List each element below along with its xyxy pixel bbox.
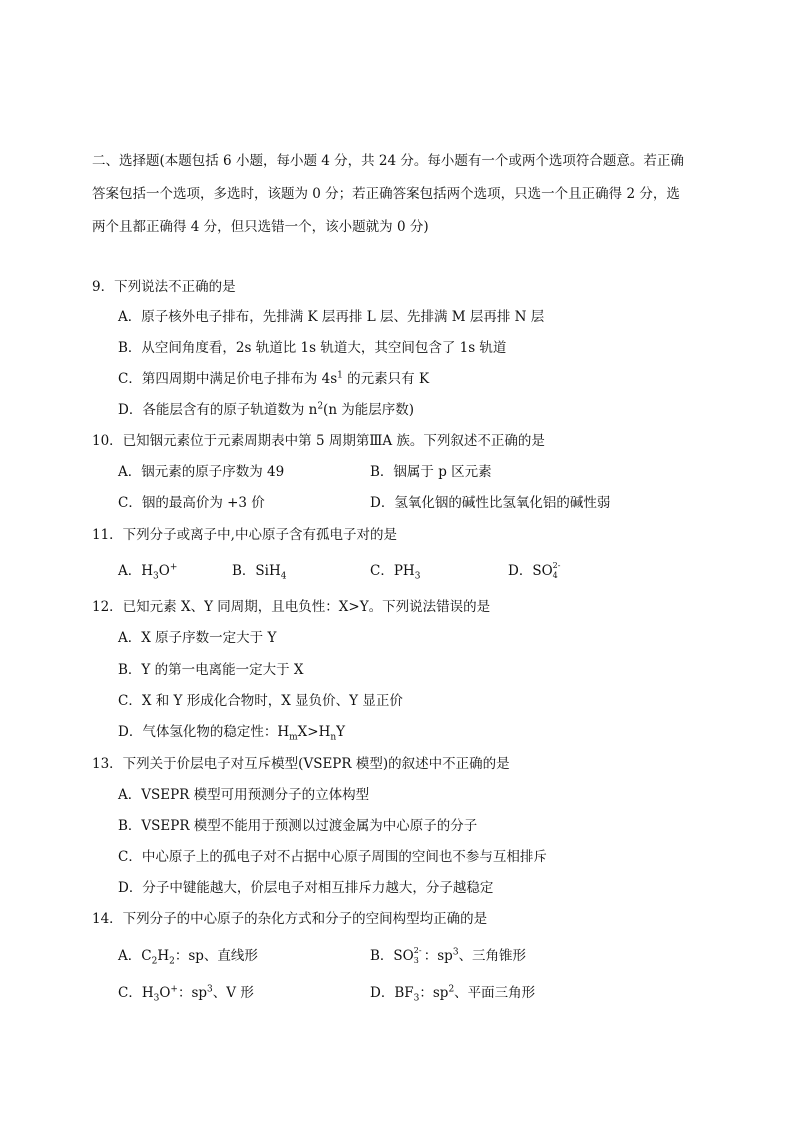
question-10-option-d: D．氢氧化铟的碱性比氢氧化铝的碱性弱 xyxy=(370,495,611,511)
question-13-option-c: C．中心原子上的孤电子对不占据中心原子周围的空间也不参与互相排斥 xyxy=(118,849,547,865)
question-10-option-b: B．铟属于 p 区元素 xyxy=(370,464,492,480)
question-10-stem: 10．已知铟元素位于元素周期表中第 5 周期第ⅢA 族。下列叙述不正确的是 xyxy=(92,433,545,449)
question-9-option-d: D．各能层含有的原子轨道数为 $n^2(n$ 为能层序数) xyxy=(118,401,415,418)
question-14-option-a: A．$C_2H_2$：sp、直线形 xyxy=(118,948,258,967)
question-13-option-d: D．分子中键能越大，价层电子对相互排斥力越大，分子越稳定 xyxy=(118,880,494,896)
question-11-option-d: D．SO 2- 4 xyxy=(508,562,563,580)
question-11-option-a: A．$H_3O^+$ xyxy=(118,562,178,582)
question-11-stem: 11．下列分子或离子中,中心原子含有孤电子对的是 xyxy=(92,527,397,543)
question-13-stem: 13．下列关于价层电子对互斥模型(VSEPR 模型)的叙述中不正确的是 xyxy=(92,756,510,772)
sulfite-charge: 2- 3 xyxy=(413,946,422,965)
question-9-stem: 9．下列说法不正确的是 xyxy=(92,279,236,295)
question-14-option-c: C．$H_3O^+$：$sp^3$、V 形 xyxy=(118,984,254,1004)
question-12-stem: 12．已知元素 X、Y 同周期，且电负性：X>Y。下列说法错误的是 xyxy=(92,599,491,615)
sulfate-charge: 2- 4 xyxy=(552,561,561,580)
section-intro-line-2: 答案包括一个选项，多选时，该题为 0 分；若正确答案包括两个选项，只选一个且正确得 2 分，选 xyxy=(92,186,680,202)
section-intro-line-3: 两个且都正确得 4 分，但只选错一个，该小题就为 0 分) xyxy=(92,219,429,235)
question-11-option-b: B．SiH$_4$ xyxy=(232,563,287,582)
section-intro-line-1: 二、选择题(本题包括 6 小题，每小题 4 分，共 24 分。每小题有一个或两个选项符合题意。若正确 xyxy=(92,153,684,169)
question-12-option-d: D．气体氢化物的稳定性：$H_mX>H_nY$ xyxy=(118,724,346,743)
question-12-option-a: A．X 原子序数一定大于 Y xyxy=(118,630,277,646)
question-9-option-b: B．从空间角度看，2s 轨道比 1s 轨道大，其空间包含了 1s 轨道 xyxy=(118,340,507,356)
question-14-option-b: B．SO 2- 3 ：$sp^3$、三角锥形 xyxy=(370,946,527,965)
question-13-option-b: B．VSEPR 模型不能用于预测以过渡金属为中心原子的分子 xyxy=(118,818,478,834)
question-14-option-d: D．$BF_3$：$sp^2$、平面三角形 xyxy=(370,984,536,1004)
question-9-option-c: C．第四周期中满足价电子排布为 $4s^1$ 的元素只有 K xyxy=(118,370,430,387)
question-11-option-c: C．$PH_3$ xyxy=(370,563,421,582)
question-12-option-b: B．Y 的第一电离能一定大于 X xyxy=(118,662,304,678)
question-13-option-a: A．VSEPR 模型可用预测分子的立体构型 xyxy=(118,787,370,803)
question-10-option-a: A．铟元素的原子序数为 49 xyxy=(118,464,285,480)
question-14-stem: 14．下列分子的中心原子的杂化方式和分子的空间构型均正确的是 xyxy=(92,911,488,927)
question-12-option-c: C．X 和 Y 形成化合物时，X 显负价、Y 显正价 xyxy=(118,693,403,709)
question-10-option-c: C．铟的最高价为 +3 价 xyxy=(118,495,265,511)
question-9-option-a: A．原子核外电子排布，先排满 K 层再排 L 层、先排满 M 层再排 N 层 xyxy=(118,309,545,325)
